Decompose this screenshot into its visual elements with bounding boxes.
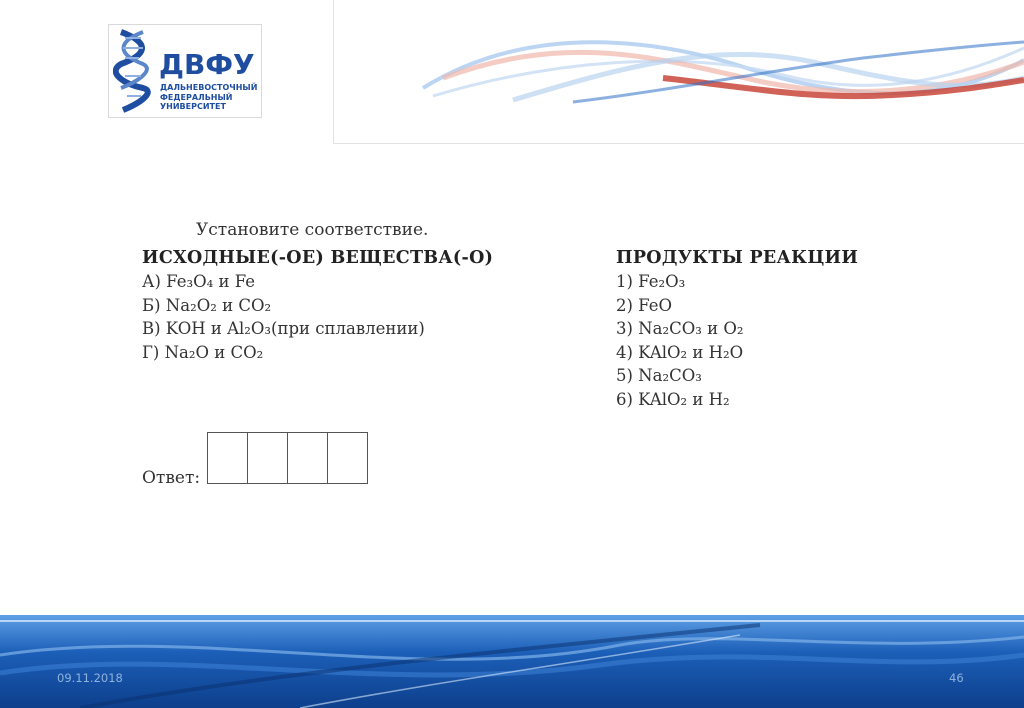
logo-title: ДВФУ [159, 48, 255, 81]
answer-cell[interactable] [288, 433, 328, 483]
answer-cell[interactable] [248, 433, 288, 483]
reactant-item: А) Fe₃O₄ и Fe [142, 272, 256, 291]
reactant-item: В) KOH и Al₂O₃(при сплавлении) [142, 319, 425, 338]
answer-label: Ответ: [142, 468, 201, 488]
reactants-header: ИСХОДНЫЕ(-ОЕ) ВЕЩЕСТВА(-О) [142, 248, 494, 268]
reactant-item: Г) Na₂O и CO₂ [142, 342, 264, 362]
logo-subtitle [160, 83, 260, 112]
reactants-column [142, 248, 493, 364]
task-instruction: Установите соответствие. [196, 220, 429, 240]
header-wave-decoration [333, 0, 1024, 143]
products-header: ПРОДУКТЫ РЕАКЦИИ [616, 248, 859, 268]
dna-helix-icon [113, 28, 157, 114]
page-number: 46 [949, 671, 964, 685]
university-logo [108, 24, 262, 118]
logo-subtitle-line: ФЕДЕРАЛЬНЫЙ [160, 92, 233, 102]
answer-cell[interactable] [208, 433, 248, 483]
product-item: 1) Fe₂O₃ [616, 272, 686, 291]
reactant-item: Б) Na₂O₂ и CO₂ [142, 295, 272, 315]
logo-subtitle-line: УНИВЕРСИТЕТ [160, 102, 226, 111]
answer-cell[interactable] [328, 433, 367, 483]
product-item: 4) KAlO₂ и H₂O [616, 342, 744, 362]
answer-grid [207, 432, 368, 484]
footer-date: 09.11.2018 [57, 671, 123, 685]
products-column [616, 248, 858, 411]
product-item: 5) Na₂CO₃ [616, 366, 702, 385]
footer-wave-band [0, 615, 1024, 708]
product-item: 3) Na₂CO₃ и O₂ [616, 319, 744, 338]
product-item: 6) KAlO₂ и H₂ [616, 389, 730, 409]
logo-subtitle-line: ДАЛЬНЕВОСТОЧНЫЙ [160, 83, 258, 92]
product-item: 2) FeO [616, 295, 673, 315]
